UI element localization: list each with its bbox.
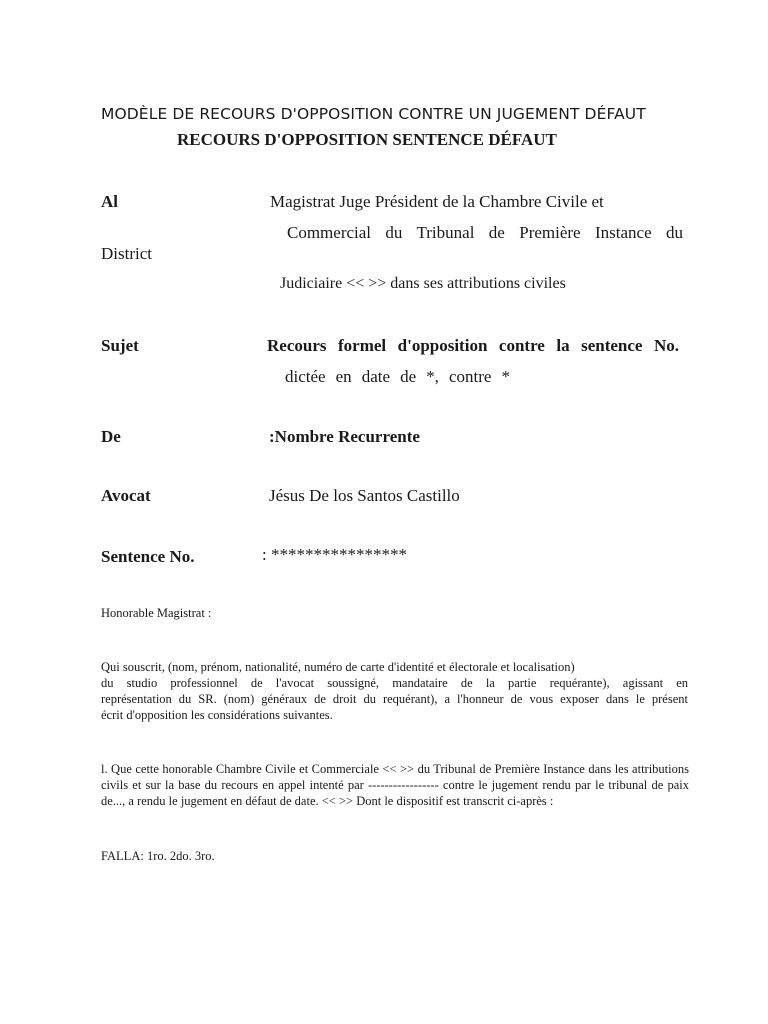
- document-title: MODÈLE DE RECOURS D'OPPOSITION CONTRE UN JUGEMENT DÉFAUT: [101, 105, 646, 123]
- lawyer-label: Avocat: [101, 486, 151, 505]
- addressee-line-1: Magistrat Juge Président de la Chambre Civile et: [270, 192, 604, 211]
- paragraph-2-line-2: civils et sur la base du recours en appel intenté par ----------------- contre le jugement rendu par le tribunal de paix: [101, 778, 689, 792]
- addressee-line-4: Judiciaire << >> dans ses attributions civiles: [280, 275, 566, 292]
- addressee-label: Al: [101, 192, 118, 211]
- paragraph-1-line-1: Qui souscrit, (nom, prénom, nationalité, numéro de carte d'identité et électorale et localisation): [101, 660, 575, 674]
- greeting: Honorable Magistrat :: [101, 606, 212, 620]
- subject-line-1: Recours formel d'opposition contre la sentence No.: [267, 336, 679, 355]
- paragraph-1-line-2: du studio professionnel de l'avocat soussigné, mandataire de la partie requérante), agissant en: [101, 676, 688, 690]
- falla-line: FALLA: 1ro. 2do. 3ro.: [101, 849, 215, 863]
- paragraph-1-line-4: écrit d'opposition les considérations suivantes.: [101, 708, 333, 722]
- subject-line-2: dictée en date de *, contre *: [285, 367, 510, 386]
- sentence-label: Sentence No.: [101, 547, 195, 566]
- from-value: :Nombre Recurrente: [269, 427, 420, 446]
- paragraph-2-line-3: de..., a rendu le jugement en défaut de date. << >> Dont le dispositif est transcrit ci-après :: [101, 794, 554, 808]
- lawyer-value: Jésus De los Santos Castillo: [269, 486, 460, 505]
- paragraph-1-line-3: représentation du SR. (nom) généraux de droit du requérant), a l'honneur de vous exposer dans le présent: [101, 692, 688, 706]
- sentence-value: : ****************: [262, 545, 407, 564]
- from-label: De: [101, 427, 121, 446]
- addressee-line-3: District: [101, 244, 152, 263]
- subject-label: Sujet: [101, 336, 139, 355]
- paragraph-2-line-1: l. Que cette honorable Chambre Civile et Commerciale << >> du Tribunal de Première Instance dans les attributions: [101, 762, 689, 776]
- document-subtitle: RECOURS D'OPPOSITION SENTENCE DÉFAUT: [177, 130, 557, 149]
- addressee-line-2: Commercial du Tribunal de Première Instance du: [287, 223, 683, 242]
